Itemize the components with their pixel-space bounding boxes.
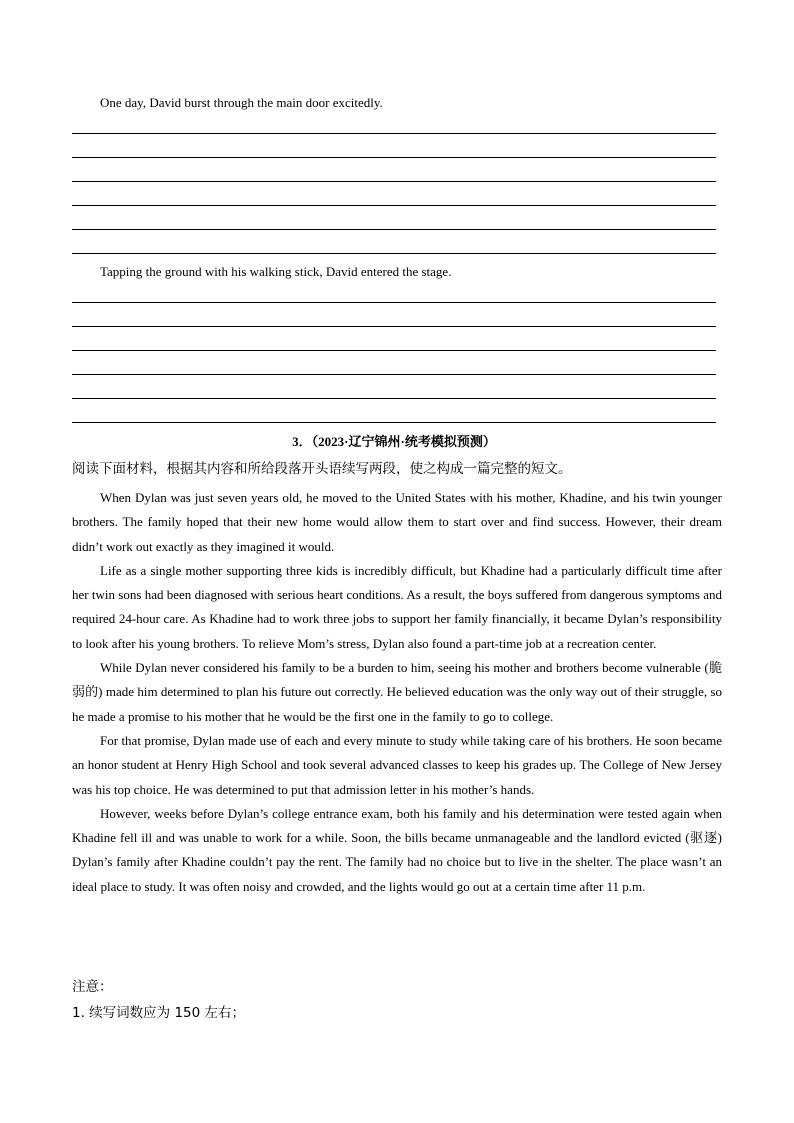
- passage-paragraph: Life as a single mother supporting three kids is incredibly difficult, but Khadine had a particularly difficult time after her twin sons had been diagnosed with serious heart conditions. As a result, the boys suffered from dangerous symptoms and required 24-hour care. As Khadine had to work three jobs to support her family financially, it became Dylan’s responsibility to look after his young brothers. To relieve Mom’s stress, Dylan also found a part-time job at a recreation center.: [72, 562, 722, 651]
- answer-line: [72, 205, 716, 206]
- writing-prompt-2: Tapping the ground with his walking stick, David entered the stage.: [100, 264, 452, 279]
- passage-paragraph: For that promise, Dylan made use of each and every minute to study while taking care of his brothers. He soon became an honor student at Henry High School and took several advanced classes to keep his grades up. The College of New Jersey was his top choice. He was determined to put that admission letter in his mother’s hands.: [72, 732, 722, 797]
- passage-paragraph: However, weeks before Dylan’s college entrance exam, both his family and his determination were tested again when Khadine fell ill and was unable to work for a while. Soon, the bills became unmanageable and the landlord evicted (驱逐) Dylan’s family after Khadine couldn’t pay the rent. The family had no choice but to live in the shelter. The place wasn’t an ideal place to study. It was often noisy and crowded, and the lights would go out at a certain time after 11 p.m.: [72, 805, 722, 894]
- answer-line: [72, 350, 716, 351]
- passage-paragraph: While Dylan never considered his family to be a burden to him, seeing his mother and brothers become vulnerable (脆弱的) made him determined to plan his future out correctly. He believed education was the only way out of their struggle, so he made a promise to his mother that he would be the first one in the family to go to college.: [72, 660, 722, 724]
- note-label: 注意：: [72, 979, 113, 995]
- answer-line: [72, 157, 716, 158]
- writing-prompt-1: One day, David burst through the main door excitedly.: [100, 95, 383, 110]
- question-title: 3．（2023·辽宁锦州·统考模拟预测）: [292, 434, 496, 449]
- question-instruction: 阅读下面材料，根据其内容和所给段落开头语续写两段，使之构成一篇完整的短文。: [72, 461, 572, 477]
- answer-line: [72, 326, 716, 327]
- answer-line: [72, 374, 716, 375]
- answer-line: [72, 181, 716, 182]
- answer-line: [72, 422, 716, 423]
- answer-line: [72, 229, 716, 230]
- note-item: 1. 续写词数应为 150 左右；: [72, 1005, 246, 1021]
- answer-line: [72, 253, 716, 254]
- answer-line: [72, 302, 716, 303]
- answer-line: [72, 398, 716, 399]
- passage-paragraph: When Dylan was just seven years old, he moved to the United States with his mother, Khadine, and his twin younger brothers. The family hoped that their new home would allow them to start over and find success. However, their dream didn’t work out exactly as they imagined it would.: [72, 490, 722, 554]
- answer-line: [72, 133, 716, 134]
- reading-passage: [72, 486, 722, 899]
